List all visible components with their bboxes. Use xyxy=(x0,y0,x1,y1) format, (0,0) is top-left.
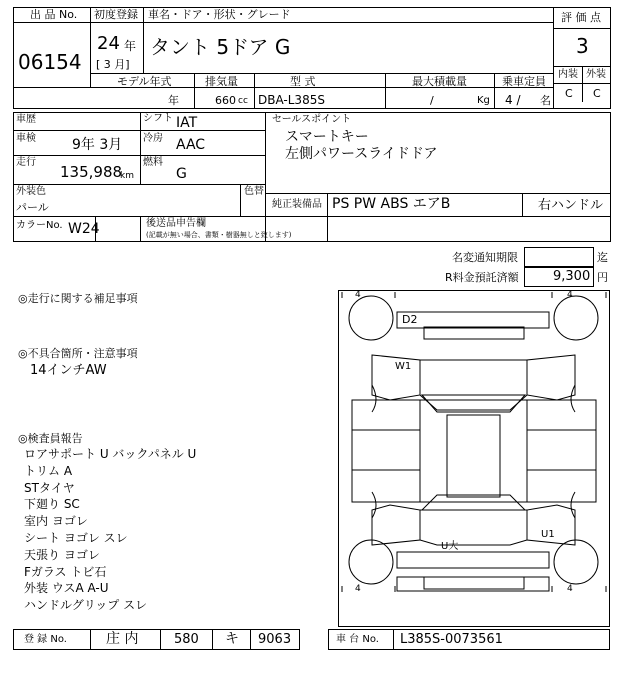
inspection-value: 9年 3月 xyxy=(72,137,123,153)
history-label: 車歴 xyxy=(16,114,36,125)
tire-tread-rear-right: 4 xyxy=(567,584,573,594)
shift-label: シフト xyxy=(143,113,173,124)
capacity-label: 乗車定員 xyxy=(502,75,546,88)
fuel-value: G xyxy=(176,166,187,182)
damage-mark-w1: W1 xyxy=(395,361,412,372)
mileage-unit: km xyxy=(120,171,134,181)
inspector-item: 室内 ヨゴレ xyxy=(24,514,88,529)
displacement-label: 排気量 xyxy=(205,75,238,88)
type-label: 型 式 xyxy=(290,75,316,88)
steering-value: 右ハンドル xyxy=(538,198,604,213)
damage-mark-u-large: U大 xyxy=(441,541,459,552)
type-value: DBA-L385S xyxy=(258,93,325,107)
color-no-value: W24 xyxy=(68,221,100,237)
repaint-label: 色替 xyxy=(244,186,264,197)
rating-score: 3 xyxy=(576,34,589,58)
sales-point-2: 左側パワースライドドア xyxy=(285,146,438,162)
ac-label: 冷房 xyxy=(143,133,163,144)
ac-value: AAC xyxy=(176,137,206,153)
first-reg-year: 24 xyxy=(97,33,120,54)
defect-item: 14インチAW xyxy=(30,363,107,378)
exterior-grade: C xyxy=(593,87,601,100)
registration-kana: キ xyxy=(225,631,239,647)
model-year-unit: 年 xyxy=(168,94,179,107)
mileage-value: 135,988 xyxy=(60,163,123,181)
interior-label: 内装 xyxy=(558,69,578,80)
chassis-number: L385S-0073561 xyxy=(400,632,503,647)
defects-label: ◎不具合箇所・注意事項 xyxy=(18,347,138,360)
capacity-unit: 名 xyxy=(540,94,551,107)
inspector-item: ハンドルグリップ スレ xyxy=(24,598,148,613)
registration-number: 9063 xyxy=(258,632,292,647)
first-reg-month: [ 3 月] xyxy=(96,58,130,71)
tire-tread-front-right: 4 xyxy=(567,290,573,300)
transfer-deadline-unit: 迄 xyxy=(597,251,608,264)
damage-mark-d2: D2 xyxy=(402,313,418,326)
aftermarket-note: (記載が無い場合、書類・樹器無しと致します) xyxy=(146,231,292,239)
color-no-label: カラーNo. xyxy=(16,220,63,231)
model-year-label: モデル年式 xyxy=(117,75,172,88)
recycle-fee-unit: 円 xyxy=(597,271,608,284)
max-load-label: 最大積載量 xyxy=(412,75,467,88)
color-label: 外装色 xyxy=(16,186,46,197)
chassis-label: 車 台 No. xyxy=(336,634,379,645)
inspector-item: ロアサポート U バックパネル U xyxy=(24,447,197,461)
damage-mark-u1: U1 xyxy=(541,529,555,540)
driving-notes-label: ◎走行に関する補足事項 xyxy=(18,292,138,305)
recycle-fee-value: 9,300 xyxy=(553,269,591,284)
registration-label: 登 録 No. xyxy=(24,634,67,645)
exterior-label: 外装 xyxy=(586,69,606,80)
equipment-label: 純正装備品 xyxy=(272,199,322,210)
inspector-item: Fガラス トビ石 xyxy=(24,564,107,579)
first-reg-label: 初度登録 xyxy=(94,8,138,21)
color-value: パール xyxy=(16,201,49,214)
tire-tread-rear-left: 4 xyxy=(355,584,361,594)
equipment-value: PS PW ABS エアB xyxy=(332,196,451,212)
recycle-fee-label: R料金預託済額 xyxy=(445,271,519,284)
capacity-value: 4 / xyxy=(505,93,521,107)
displacement-unit: cc xyxy=(238,96,248,106)
fuel-label: 燃料 xyxy=(143,157,163,168)
max-load-unit: Kg xyxy=(477,95,490,106)
aftermarket-label: 後送品申告欄 xyxy=(146,218,206,229)
transfer-deadline-value xyxy=(524,247,594,267)
inspector-item: 天張り ヨゴレ xyxy=(24,547,100,562)
first-reg-year-unit: 年 xyxy=(124,39,137,53)
inspector-item: トリム A xyxy=(24,463,73,478)
sales-point-1: スマートキー xyxy=(285,129,369,145)
displacement-value: 660 xyxy=(215,94,236,107)
inspector-item: 外装 ウスA A-U xyxy=(24,581,109,596)
model-name-label: 車名・ドア・形状・グレード xyxy=(148,8,291,21)
inspector-report-list xyxy=(24,446,196,614)
max-load-slash: / xyxy=(430,94,434,107)
sales-point-label: セールスポイント xyxy=(272,114,352,125)
model-name: タント 5ドア G xyxy=(150,35,291,59)
shift-value: IAT xyxy=(176,115,198,131)
rating-label: 評 価 点 xyxy=(561,11,601,24)
inspector-item: 下廻り SC xyxy=(24,497,80,512)
mileage-label: 走行 xyxy=(16,157,36,168)
inspection-label: 車検 xyxy=(16,133,36,144)
inspector-label: ◎検査員報告 xyxy=(18,432,83,445)
lot-number: 06154 xyxy=(18,50,82,74)
inspector-item: シート ヨゴレ スレ xyxy=(24,530,128,545)
tire-tread-front-left: 4 xyxy=(355,290,361,300)
damage-diagram xyxy=(338,290,610,627)
registration-class: 580 xyxy=(174,632,199,647)
transfer-deadline-label: 名変通知期限 xyxy=(452,251,518,264)
lot-label: 出 品 No. xyxy=(30,8,78,21)
registration-region: 庄 内 xyxy=(106,631,139,647)
interior-grade: C xyxy=(565,87,573,100)
inspector-item: STタイヤ xyxy=(24,480,75,495)
